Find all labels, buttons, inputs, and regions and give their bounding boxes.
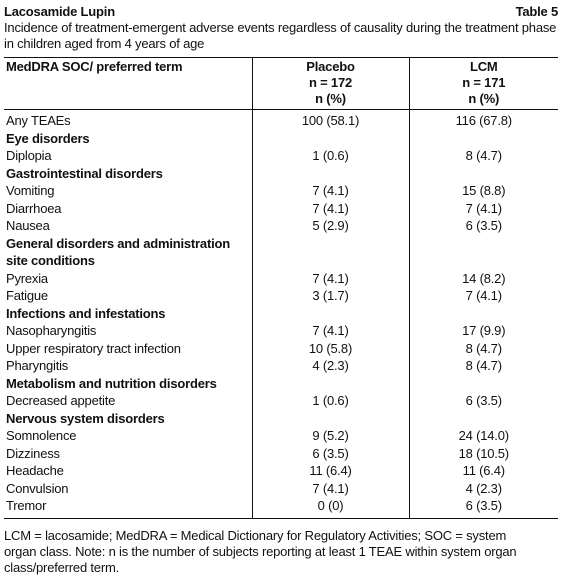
document-header — [4, 3, 558, 20]
placebo-value — [252, 375, 409, 393]
lcm-value: 14 (8.2) — [409, 270, 558, 288]
preferred-term: Dizziness — [6, 445, 60, 461]
soc-group-row — [4, 252, 558, 270]
lcm-value: 8 (4.7) — [409, 147, 558, 165]
lcm-value — [409, 165, 558, 183]
column-header-soc-label: MedDRA SOC/ preferred term — [6, 59, 183, 74]
adverse-events-table — [4, 57, 558, 519]
lcm-value — [409, 410, 558, 428]
preferred-term: Nausea — [6, 218, 50, 233]
placebo-value: 7 (4.1) — [252, 270, 409, 288]
placebo-value — [252, 252, 409, 270]
lcm-name: LCM — [469, 59, 498, 74]
lcm-value: 6 (3.5) — [409, 217, 558, 235]
soc-label: Nervous system disorders — [6, 410, 165, 426]
preferred-term: Any TEAEs — [6, 113, 71, 128]
lcm-value: 24 (14.0) — [409, 427, 558, 445]
brand-title: Lacosamide Lupin — [4, 4, 115, 19]
table-row — [4, 480, 558, 498]
lcm-value: 6 (3.5) — [409, 497, 558, 518]
lcm-value: 8 (4.7) — [409, 340, 558, 358]
lcm-value: 7 (4.1) — [409, 287, 558, 305]
placebo-value: 7 (4.1) — [252, 182, 409, 200]
placebo-value: 6 (3.5) — [252, 445, 409, 463]
placebo-name: Placebo — [306, 59, 355, 74]
table-row — [4, 322, 558, 340]
preferred-term: Vomiting — [6, 183, 55, 198]
table-row — [4, 110, 558, 130]
placebo-value — [252, 235, 409, 253]
placebo-value: 7 (4.1) — [252, 200, 409, 218]
table-footnote: LCM = lacosamide; MedDRA = Medical Dictionary for Regulatory Activities; SOC = system organ class. Note: n is the number of subjects reporting at least 1 TEAE within system organ class/preferred term. — [4, 527, 517, 575]
column-header-lcm — [409, 58, 558, 110]
table-label: Table 5 — [515, 4, 558, 19]
placebo-value: 7 (4.1) — [252, 322, 409, 340]
table-row — [4, 182, 558, 200]
soc-label: Metabolism and nutrition disorders — [6, 375, 217, 391]
soc-group-row — [4, 305, 558, 323]
table-row — [4, 445, 558, 463]
lcm-value — [409, 252, 558, 270]
soc-label: site conditions — [6, 253, 95, 268]
soc-group-row — [4, 130, 558, 148]
table-header — [4, 58, 558, 110]
lcm-value: 6 (3.5) — [409, 392, 558, 410]
soc-group-row — [4, 235, 558, 253]
table-body — [4, 110, 558, 519]
lcm-value: 7 (4.1) — [409, 200, 558, 218]
soc-group-row — [4, 165, 558, 183]
table-row — [4, 427, 558, 445]
soc-label: Eye disorders — [6, 130, 90, 146]
preferred-term: Upper respiratory tract infection — [6, 340, 181, 356]
table-row — [4, 462, 558, 480]
table-row — [4, 392, 558, 410]
placebo-value: 11 (6.4) — [252, 462, 409, 480]
lcm-value — [409, 305, 558, 323]
table-row — [4, 357, 558, 375]
soc-label: General disorders and administration — [6, 235, 230, 251]
lcm-value: 116 (67.8) — [409, 110, 558, 130]
lcm-value: 17 (9.9) — [409, 322, 558, 340]
table-caption: Incidence of treatment-emergent adverse events regardless of causality during the treatment phase in children aged from 4 years of age — [4, 20, 557, 51]
placebo-value: 7 (4.1) — [252, 480, 409, 498]
soc-group-row — [4, 375, 558, 393]
soc-group-row — [4, 410, 558, 428]
placebo-value — [252, 130, 409, 148]
placebo-n: n = 172 — [308, 75, 353, 90]
table-header-row — [4, 58, 558, 110]
preferred-term: Pharyngitis — [6, 358, 69, 373]
soc-label: Infections and infestations — [6, 305, 166, 321]
preferred-term: Nasopharyngitis — [6, 323, 97, 338]
preferred-term: Somnolence — [6, 428, 77, 443]
preferred-term: Decreased appetite — [6, 393, 116, 408]
preferred-term: Headache — [6, 463, 64, 478]
lcm-value: 15 (8.8) — [409, 182, 558, 200]
table-row — [4, 497, 558, 518]
lcm-value — [409, 375, 558, 393]
placebo-value: 1 (0.6) — [252, 392, 409, 410]
placebo-value: 5 (2.9) — [252, 217, 409, 235]
soc-label: Gastrointestinal disorders — [6, 165, 163, 181]
lcm-unit: n (%) — [468, 91, 500, 106]
placebo-value: 1 (0.6) — [252, 147, 409, 165]
table-row — [4, 147, 558, 165]
preferred-term: Diarrhoea — [6, 200, 62, 216]
lcm-value: 8 (4.7) — [409, 357, 558, 375]
table-row — [4, 340, 558, 358]
table-row — [4, 217, 558, 235]
preferred-term: Convulsion — [6, 480, 69, 496]
placebo-value — [252, 410, 409, 428]
column-header-placebo — [252, 58, 409, 110]
lcm-n: n = 171 — [462, 75, 506, 90]
table-row — [4, 200, 558, 218]
placebo-value: 10 (5.8) — [252, 340, 409, 358]
placebo-value: 9 (5.2) — [252, 427, 409, 445]
placebo-value: 0 (0) — [252, 497, 409, 518]
placebo-value: 3 (1.7) — [252, 287, 409, 305]
column-header-soc — [4, 58, 252, 110]
lcm-value: 4 (2.3) — [409, 480, 558, 498]
lcm-value: 11 (6.4) — [409, 462, 558, 480]
preferred-term: Pyrexia — [6, 270, 48, 286]
lcm-value: 18 (10.5) — [409, 445, 558, 463]
preferred-term: Fatigue — [6, 288, 48, 303]
placebo-value — [252, 165, 409, 183]
placebo-unit: n (%) — [315, 91, 346, 106]
placebo-value — [252, 305, 409, 323]
preferred-term: Tremor — [4, 497, 252, 518]
table-row — [4, 287, 558, 305]
placebo-value: 100 (58.1) — [252, 110, 409, 130]
preferred-term: Diplopia — [6, 148, 52, 163]
table-row — [4, 270, 558, 288]
placebo-value: 4 (2.3) — [252, 357, 409, 375]
lcm-value — [409, 235, 558, 253]
lcm-value — [409, 130, 558, 148]
